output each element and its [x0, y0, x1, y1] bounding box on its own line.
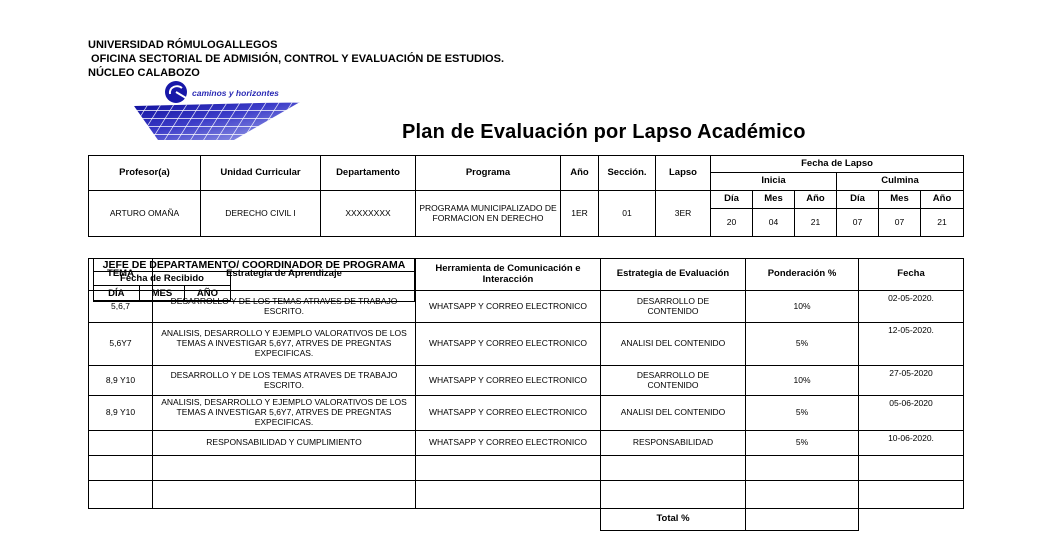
plan-row	[89, 366, 964, 396]
col-header-ponderacion: Ponderación %	[746, 259, 859, 291]
cell-fecha: 12-05-2020.	[859, 323, 964, 366]
cell-departamento: XXXXXXXX	[321, 191, 416, 237]
spacer-cell	[859, 509, 964, 531]
cell-inicia-dia: 20	[711, 209, 753, 237]
cell-lapso: 3ER	[656, 191, 711, 237]
col-header-culmina-mes: Mes	[879, 191, 921, 209]
cell-profesor: ARTURO OMAÑA	[89, 191, 201, 237]
cell-ponderacion	[746, 456, 859, 481]
cell-evaluacion: ANALISI DEL CONTENIDO	[601, 396, 746, 431]
col-header-culmina-dia: Día	[837, 191, 879, 209]
cell-fecha	[859, 456, 964, 481]
cell-herramienta	[416, 456, 601, 481]
cell-ponderacion: 10%	[746, 291, 859, 323]
cell-tema: 8,9 Y10	[89, 396, 153, 431]
logo-emblem-icon	[165, 81, 187, 103]
plan-row	[89, 481, 964, 509]
col-header-inicia-anio: Año	[795, 191, 837, 209]
plan-row	[89, 323, 964, 366]
cell-anio: 1ER	[561, 191, 599, 237]
cell-aprendizaje	[153, 481, 416, 509]
cell-unidad: DERECHO CIVIL I	[201, 191, 321, 237]
cell-tema	[89, 481, 153, 509]
col-header-profesor: Profesor(a)	[89, 156, 201, 191]
cell-fecha: 10-06-2020.	[859, 431, 964, 456]
recibido-anio-header: AÑO	[185, 286, 231, 301]
col-header-programa: Programa	[416, 156, 561, 191]
cell-aprendizaje: DESARROLLO Y DE LOS TEMAS ATRAVES DE TRABAJO ESCRITO.	[153, 366, 416, 396]
cell-aprendizaje: ANALISIS, DESARROLLO Y EJEMPLO VALORATIVOS DE LOS TEMAS A INVESTIGAR 5,6Y7, ATRVES DE PREGNTAS EXPECIFICAS.	[153, 396, 416, 431]
cell-inicia-anio: 21	[795, 209, 837, 237]
col-header-estrategia-aprendizaje: Estrategia de Aprendizaje	[153, 259, 416, 291]
cell-aprendizaje: ANALISIS, DESARROLLO Y EJEMPLO VALORATIVOS DE LOS TEMAS A INVESTIGAR 5,6Y7, ATRVES DE PREGNTAS EXPECIFICAS.	[153, 323, 416, 366]
total-row	[89, 509, 964, 531]
cell-ponderacion	[746, 481, 859, 509]
plan-row	[89, 456, 964, 481]
cell-ponderacion: 5%	[746, 396, 859, 431]
spacer-cell	[89, 509, 153, 531]
cell-tema	[89, 456, 153, 481]
total-label: Total %	[601, 509, 746, 531]
cell-inicia-mes: 04	[753, 209, 795, 237]
cell-culmina-dia: 07	[837, 209, 879, 237]
col-header-seccion: Sección.	[599, 156, 656, 191]
university-name: UNIVERSIDAD RÓMULOGALLEGOS	[88, 39, 278, 51]
fecha-recibido-label: Fecha de Recibido	[94, 272, 231, 286]
cell-herramienta: WHATSAPP Y CORREO ELECTRONICO	[416, 291, 601, 323]
cell-evaluacion: DESARROLLO DE CONTENIDO	[601, 291, 746, 323]
col-header-inicia-mes: Mes	[753, 191, 795, 209]
cell-herramienta: WHATSAPP Y CORREO ELECTRONICO	[416, 323, 601, 366]
col-header-culmina-anio: Año	[921, 191, 964, 209]
cell-herramienta: WHATSAPP Y CORREO ELECTRONICO	[416, 366, 601, 396]
col-header-inicia: Inicia	[711, 173, 837, 191]
cell-culmina-anio: 21	[921, 209, 964, 237]
cell-evaluacion: RESPONSABILIDAD	[601, 431, 746, 456]
page-title: Plan de Evaluación por Lapso Académico	[402, 121, 806, 143]
cell-ponderacion: 10%	[746, 366, 859, 396]
cell-fecha: 02-05-2020.	[859, 291, 964, 323]
cell-aprendizaje: DESARROLLO Y DE LOS TEMAS ATRAVES DE TRABAJO ESCRITO.	[153, 291, 416, 323]
col-header-tema: TEMA	[89, 259, 153, 291]
col-header-fecha: Fecha	[859, 259, 964, 291]
recibido-date-columns	[94, 286, 231, 301]
university-logo	[112, 78, 307, 142]
col-header-unidad: Unidad Curricular	[201, 156, 321, 191]
cell-fecha	[859, 481, 964, 509]
nucleo-name: NÚCLEO CALABOZO	[88, 67, 200, 79]
cell-herramienta: WHATSAPP Y CORREO ELECTRONICO	[416, 396, 601, 431]
cell-tema: 5,6,7	[89, 291, 153, 323]
col-header-anio: Año	[561, 156, 599, 191]
cell-aprendizaje: RESPONSABILIDAD Y CUMPLIMIENTO	[153, 431, 416, 456]
letterhead	[88, 38, 504, 80]
cell-herramienta	[416, 481, 601, 509]
cell-aprendizaje	[153, 456, 416, 481]
total-value-cell	[746, 509, 859, 531]
cell-evaluacion: DESARROLLO DE CONTENIDO	[601, 366, 746, 396]
cell-evaluacion	[601, 481, 746, 509]
fecha-recibido-box	[93, 258, 415, 302]
col-header-inicia-dia: Día	[711, 191, 753, 209]
plan-row	[89, 431, 964, 456]
office-name: OFICINA SECTORIAL DE ADMISIÓN, CONTROL Y EVALUACIÓN DE ESTUDIOS.	[88, 53, 505, 65]
cell-herramienta: WHATSAPP Y CORREO ELECTRONICO	[416, 431, 601, 456]
recibido-box-title: JEFE DE DEPARTAMENTO/ COORDINADOR DE PROGRAMA	[94, 259, 414, 272]
info-table	[88, 155, 964, 237]
cell-fecha: 27-05-2020	[859, 366, 964, 396]
logo-caption: caminos y horizontes	[192, 88, 279, 98]
col-header-departamento: Departamento	[321, 156, 416, 191]
cell-tema	[89, 431, 153, 456]
col-header-estrategia-evaluacion: Estrategia de Evaluación	[601, 259, 746, 291]
col-header-culmina: Culmina	[837, 173, 964, 191]
cell-seccion: 01	[599, 191, 656, 237]
cell-ponderacion: 5%	[746, 431, 859, 456]
cell-ponderacion: 5%	[746, 323, 859, 366]
cell-tema: 8,9 Y10	[89, 366, 153, 396]
recibido-mes-header: MES	[140, 286, 186, 301]
cell-programa: PROGRAMA MUNICIPALIZADO DE FORMACION EN DERECHO	[416, 191, 561, 237]
cell-culmina-mes: 07	[879, 209, 921, 237]
col-header-fecha-lapso: Fecha de Lapso	[711, 156, 964, 173]
col-header-lapso: Lapso	[656, 156, 711, 191]
spacer-cell	[153, 509, 416, 531]
cell-tema: 5,6Y7	[89, 323, 153, 366]
plan-row	[89, 396, 964, 431]
spacer-cell	[416, 509, 601, 531]
recibido-dia-header: DÍA	[94, 286, 140, 301]
col-header-herramienta: Herramienta de Comunicación e Interacción	[416, 259, 601, 291]
cell-evaluacion: ANALISI DEL CONTENIDO	[601, 323, 746, 366]
cell-fecha: 05-06-2020	[859, 396, 964, 431]
cell-evaluacion	[601, 456, 746, 481]
